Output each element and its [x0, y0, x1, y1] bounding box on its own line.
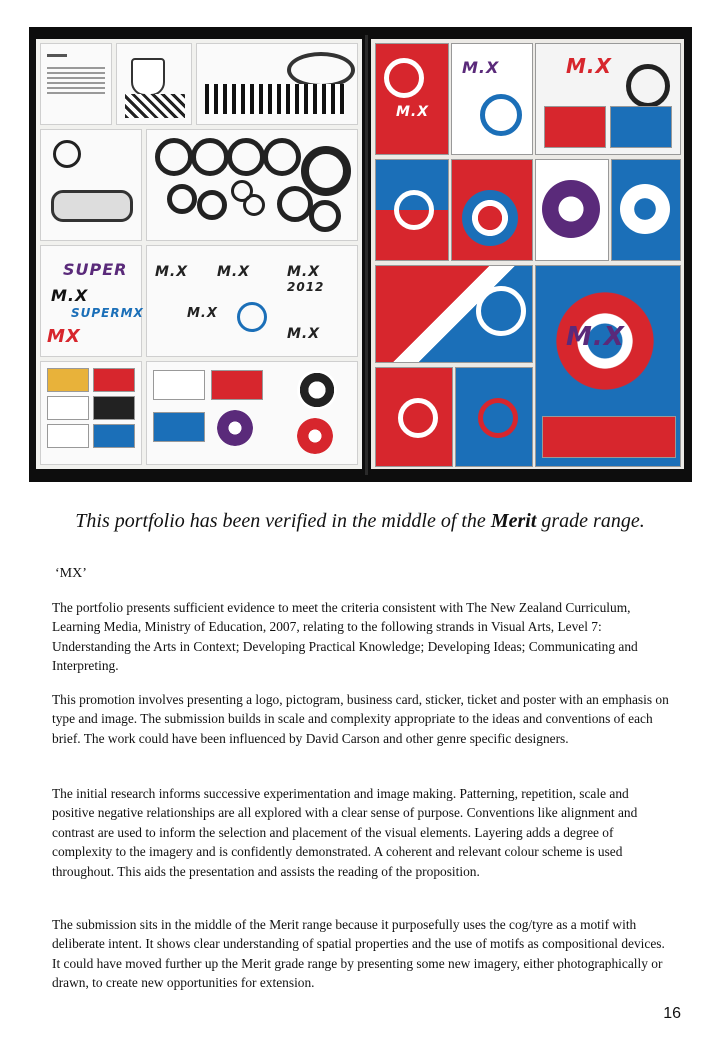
caption-text-before: This portfolio has been verified in the middle of the [75, 510, 491, 532]
sticker-sheet [146, 361, 358, 465]
caption-grade: Merit [490, 510, 537, 532]
poster-woodville [535, 159, 609, 261]
right-portfolio-board [371, 39, 684, 469]
poster-large-mx: M.X [535, 265, 681, 467]
poster-red-blue [375, 159, 449, 261]
caption-text-after: grade range. [536, 510, 645, 532]
logo-sheet-1: SUPER M.X SUPERMX MX [40, 245, 142, 357]
verification-caption [60, 508, 660, 535]
paragraph-grade-reasoning: The submission sits in the middle of the Merit range because it purposefully uses the cog/tyre as a motif with deliberate intent. It shows clear understanding of spatial properties and the use of motifs as compositional devices. It could have moved further up the Merit grade range by presenting some new imagery, either photographically or drawn, to create new opportunities for extension. [52, 917, 665, 991]
ticket-purple: M.X [535, 43, 681, 155]
ticket-red: M.X [375, 43, 449, 155]
paragraph-promotion: This promotion involves presenting a logo, pictogram, business card, sticker, ticket and poster with an emphasis on type and image. The submission builds in scale and complexity appropriate to the ideas and conventions of each brief. The work could have been influenced by David Carson and other genre specific designers. [52, 692, 669, 746]
goggles-sheet [40, 129, 142, 241]
poster-december [451, 159, 533, 261]
tyre-studies-sheet [146, 129, 358, 241]
poster-17-december [375, 265, 533, 363]
ticket-blue: M.X [451, 43, 533, 155]
brief-sheet [40, 43, 112, 125]
poster-purple [611, 159, 681, 261]
page-number: 16 [663, 1005, 681, 1022]
research-sheet-2 [196, 43, 358, 125]
board-seam [365, 35, 368, 475]
research-sheet-1 [116, 43, 192, 125]
portfolio-photo [29, 27, 692, 482]
paragraph-research: The initial research informs successive experimentation and image making. Patterning, repetition, scale and positive negative relationships are all explored with a clear sense of purpose. Conventions like alignment and contrast are used to inform the selection and placement of the visual elements. Layering adds a degree of complexity to the imagery and is confidently demonstrated. A coherent and relevant colour scheme is used throughout. This aids the presentation and assists the reading of the proposition. [52, 786, 638, 879]
poster-red-bottom [375, 367, 453, 467]
left-portfolio-board [36, 39, 362, 469]
business-card-sheet [40, 361, 142, 465]
poster-blue-bottom [455, 367, 533, 467]
paragraph-curriculum: The portfolio presents sufficient evidence to meet the criteria consistent with The New Zealand Curriculum, Learning Media, Ministry of Education, 2007, relating to the following strands in Visual Arts, Level 7: Understanding the Arts in Context; Developing Practical Knowledge; Developing Ideas; Communicating and Interpreting. [52, 600, 638, 674]
work-title: ‘MX’ [55, 566, 87, 581]
logo-sheet-2: M.X M.X M.X 2012 M.X M.X [146, 245, 358, 357]
